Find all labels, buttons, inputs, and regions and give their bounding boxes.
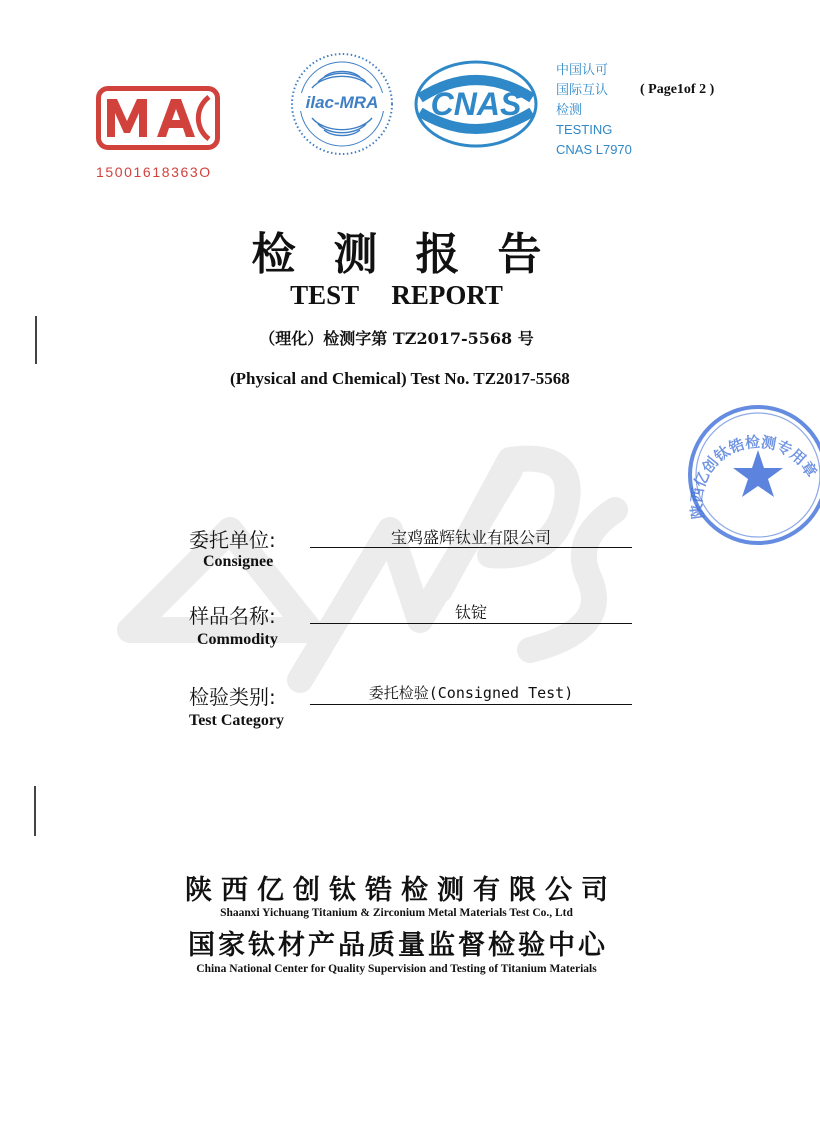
report-number-english: (Physical and Chemical) Test No. TZ2017-5568: [230, 369, 570, 388]
official-stamp: [680, 400, 820, 550]
consignee-value: 宝鸡盛辉钛业有限公司: [390, 528, 551, 547]
consignee-label-cn: 委托单位:: [189, 528, 276, 552]
test-category-label-cn: 检验类别:: [189, 685, 276, 709]
ilac-text: ilac-MRA: [305, 93, 379, 112]
consignee-label-en: Consignee: [203, 553, 274, 570]
page-indicator: ( Page1of 2 ): [640, 82, 715, 97]
cnas-logo: [412, 58, 540, 150]
ma-logo-box: [96, 86, 220, 150]
ilac-mra-logo: [288, 50, 396, 158]
center-name-english: China National Center for Quality Supervision and Testing of Titanium Materials: [196, 963, 597, 975]
cnas-line: 中国认可: [556, 62, 609, 77]
commodity-label-cn: 样品名称:: [189, 604, 276, 628]
consignee-underline: [310, 547, 632, 548]
stamp-text: 陕西亿创钛锆检测专用章: [687, 432, 820, 521]
commodity-label-en: Commodity: [197, 631, 278, 648]
commodity-underline: [310, 623, 632, 624]
stamp-star-icon: [733, 450, 783, 497]
cnas-line: 国际互认: [556, 82, 609, 97]
ma-certificate-number: 15001618363O: [96, 164, 212, 180]
report-title-chinese: 检测报告: [251, 229, 580, 280]
cnas-accreditation-text: [556, 60, 632, 160]
company-name-english: Shaanxi Yichuang Titanium & Zirconium Metal Materials Test Co., Ltd: [220, 907, 573, 919]
watermark: [110, 390, 630, 720]
center-name-chinese: 国家钛材产品质量监督检验中心: [188, 930, 608, 961]
test-category-label-en: Test Category: [189, 712, 284, 729]
commodity-value: 钛锭: [454, 603, 487, 622]
cnas-line: CNAS L7970: [556, 142, 632, 157]
ma-letters-icon: [101, 91, 215, 145]
company-name-chinese: 陕西亿创钛锆检测有限公司: [185, 875, 617, 906]
test-category-underline: [310, 704, 632, 705]
scan-mark: [34, 786, 36, 836]
report-title-english: TEST REPORT: [290, 280, 503, 310]
cnas-line: TESTING: [556, 122, 613, 137]
cnas-line: 检测: [556, 102, 583, 117]
cnas-text: CNAS: [430, 86, 522, 122]
ma-logo: [96, 86, 231, 180]
report-number-chinese: （理化）检测字第 TZ2017-5568 号: [259, 329, 534, 348]
test-category-value: 委托检验(Consigned Test): [368, 684, 574, 702]
